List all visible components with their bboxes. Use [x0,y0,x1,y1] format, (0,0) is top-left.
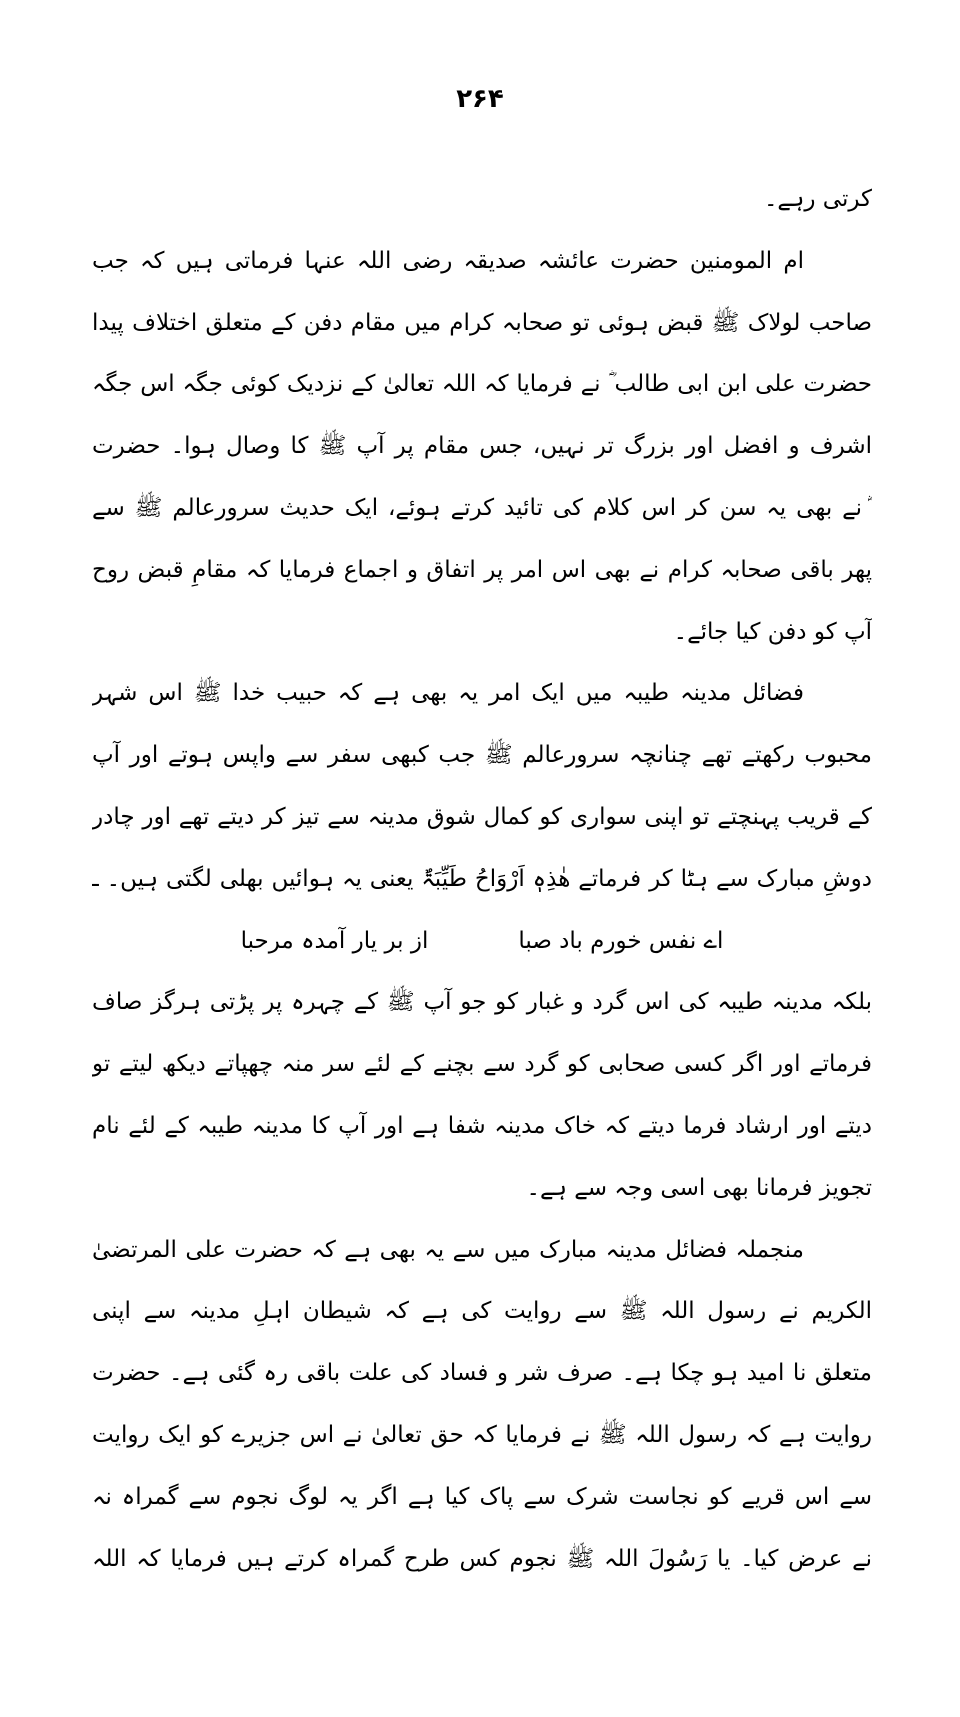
text-line: اشرف و افضل اور بزرگ تر نہیں، جس مقام پر آپ ﷺ کا وصال ہوا۔ حضرت [92,433,872,460]
text-line: دوشِ مبارک سے ہٹا کر فرماتے ھٰذِہٖ اَرْوَاحُ طَیِّبَۃٌ یعنی یہ ہوائیں بھلی لگتی ہیں۔ ـ [92,865,872,892]
verse-line [92,911,872,973]
text-line: بلکہ مدینہ طیبہ کی اس گرد و غبار کو جو آپ ﷺ کے چہرہ پر پڑتی ہرگز صاف [92,989,872,1016]
verse-hemistich-first: اے نفس خورم باد صبا [518,927,724,954]
page-body-text [92,169,872,1590]
text-line: حضرت علی ابن ابی طالب ؓ نے فرمایا کہ اللہ تعالیٰ کے نزدیک کوئی جگہ اس جگہ [92,371,872,398]
text-line: دیتے اور ارشاد فرما دیتے کہ خاک مدینہ شفا ہے اور آپ کا مدینہ طیبہ کے لئے نام [92,1112,872,1139]
text-line: متعلق نا امید ہو چکا ہے۔ صرف شر و فساد کی علت باقی رہ گئی ہے۔ حضرت [92,1360,872,1387]
text-line: آپ کو دفن کیا جائے۔ [673,618,872,645]
text-line: کرتی رہے۔ [763,186,872,212]
text-line: سے اس قریے کو نجاست شرک سے پاک کیا ہے اگر یہ لوگ نجوم سے گمراہ نہ [92,1483,872,1510]
text-line: فرماتے اور اگر کسی صحابی کو گرد سے بچنے کے لئے سر منہ چھپاتے دیکھ لیتے تو [92,1051,872,1078]
text-line: ؓ نے بھی یہ سن کر اس کلام کی تائید کرتے ہوئے، ایک حدیث سرورعالم ﷺ سے [92,494,872,521]
verse-hemistich-second: از بر یار آمدہ مرحبا [240,927,429,954]
text-line: روایت ہے کہ رسول اللہ ﷺ نے فرمایا کہ حق تعالیٰ نے اس جزیرے کو ایک روایت [92,1421,872,1448]
text-line: الکریم نے رسول اللہ ﷺ سے روایت کی ہے کہ شیطان اہلِ مدینہ سے اپنی [92,1298,872,1325]
text-line: نے عرض کیا۔ یا رَسُولَ اللہ ﷺ نجوم کس طرح گمراہ کرتے ہیں فرمایا کہ اللہ [92,1545,872,1572]
page-number: ۲۶۴ [456,84,504,114]
text-line: کے قریب پہنچتے تو اپنی سواری کو کمال شوق مدینہ سے تیز کر دیتے تھے اور چادر [92,803,872,830]
text-line: صاحب لولاک ﷺ قبض ہوئی تو صحابہ کرام میں مقام دفن کے متعلق اختلاف پیدا [92,309,872,336]
text-line: ام المومنین حضرت عائشہ صدیقہ رضی اللہ عنہا فرماتی ہیں کہ جب [92,247,804,274]
text-line: فضائل مدینہ طیبہ میں ایک امر یہ بھی ہے کہ حبیب خدا ﷺ اس شہر [92,680,804,707]
text-line: محبوب رکھتے تھے چنانچہ سرورعالم ﷺ جب کبھی سفر سے واپس ہوتے اور آپ [92,742,872,769]
text-line: تجویز فرمانا بھی اسی وجہ سے ہے۔ [526,1174,872,1201]
text-line: منجملہ فضائل مدینہ مبارک میں سے یہ بھی ہے کہ حضرت علی المرتضیٰ [92,1236,804,1263]
text-line: پھر باقی صحابہ کرام نے بھی اس امر پر اتفاق و اجماع فرمایا کہ مقامِ قبض روح [92,556,872,583]
